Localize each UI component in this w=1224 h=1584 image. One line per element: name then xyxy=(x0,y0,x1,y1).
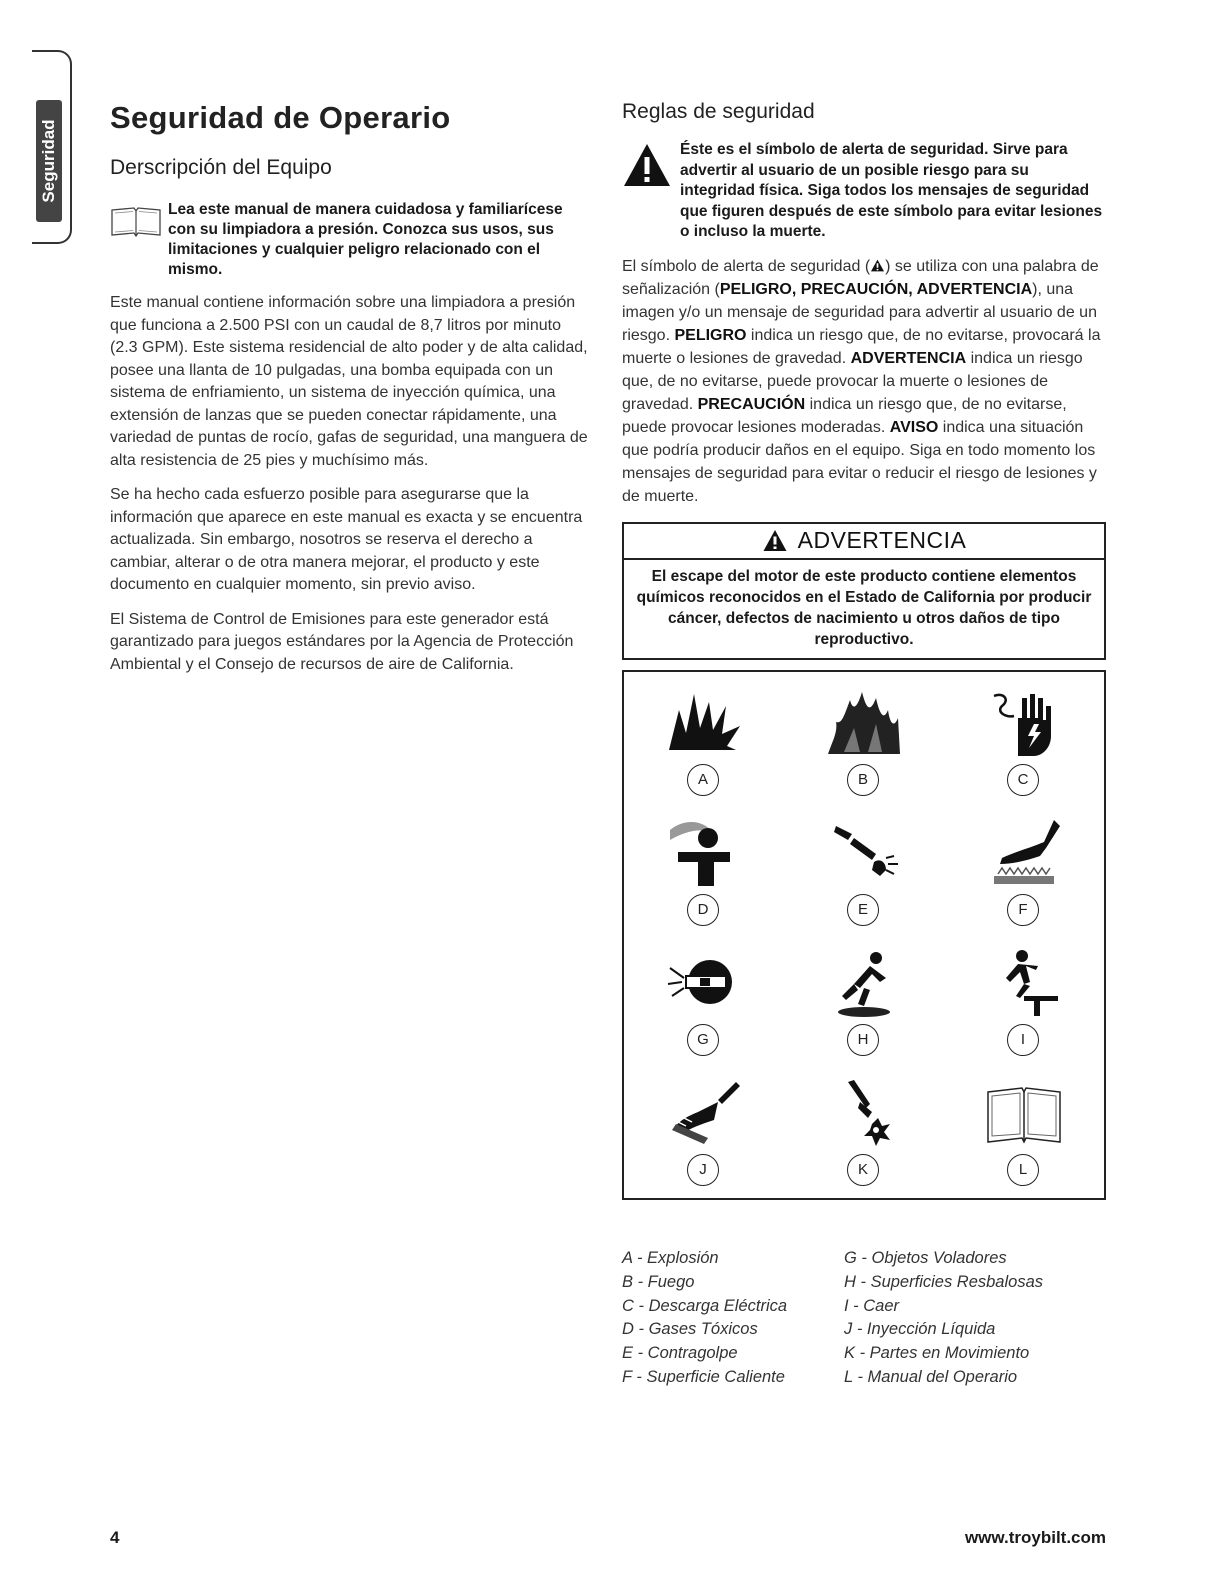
legend-column-left xyxy=(622,1247,787,1390)
warning-box xyxy=(622,522,1106,660)
safety-rules-heading: Reglas de seguridad xyxy=(622,100,815,123)
warning-triangle-icon xyxy=(622,142,672,188)
hazard-letter-h: H xyxy=(847,1024,879,1056)
section-tab-label: Seguridad xyxy=(39,119,58,203)
warning-body: El escape del motor de este producto contiene elementos químicos reconocidos en el Estado de California por producir cáncer, defectos de nacimiento u otros daños de tipo reproductivo. xyxy=(636,567,1092,648)
hot-surface-icon xyxy=(984,818,1064,888)
hazard-letter-b: B xyxy=(847,764,879,796)
legend-column-right xyxy=(844,1247,1043,1390)
legend-item: J - Inyección Líquida xyxy=(844,1320,996,1339)
hazard-l xyxy=(964,1078,1084,1188)
hazard-letter-f: F xyxy=(1007,894,1039,926)
safety-alert-text: Éste es el símbolo de alerta de seguridad. Sirve para advertir al usuario de un posible riesgo para su integridad física. Siga todos los mensajes de seguridad que figuren después de este símbolo para evitar lesiones o incluso la muerte. xyxy=(680,141,1103,240)
operator-manual-icon xyxy=(984,1078,1064,1148)
safety-alert-block xyxy=(622,140,1106,243)
hazard-letter-j: J xyxy=(687,1154,719,1186)
fluid-injection-icon xyxy=(664,1078,744,1148)
legend-item: G - Objetos Voladores xyxy=(844,1249,1007,1267)
hazard-a xyxy=(644,688,764,798)
hazard-k xyxy=(804,1078,924,1188)
paragraph-equipment: Este manual contiene información sobre una limpiadora a presión que funciona a 2.500 PSI con un caudal de 8,7 litros por minuto (2.3 GPM). Este sistema residencial de alto poder y de alta calidad, posee una llanta de 10 pulgadas, una bomba equipada con un sistema de enfriamiento, un sistema de inyección química, una extensión de lanzas que se pueden conectar rápidamente, una variedad de puntas de rocío, gafas de seguridad, una manguera de alta resistencia de 25 pies y muchísimo más. xyxy=(110,294,588,469)
word-aviso: AVISO xyxy=(889,418,939,436)
website-url: www.troybilt.com xyxy=(964,1528,1106,1547)
hazard-letter-g: G xyxy=(687,1024,719,1056)
hazard-j xyxy=(644,1078,764,1188)
electric-shock-icon xyxy=(984,688,1064,758)
warning-header-triangle-icon xyxy=(762,529,788,552)
legend-item: C - Descarga Eléctrica xyxy=(622,1296,788,1315)
hazard-d xyxy=(644,818,764,928)
legend-item: L - Manual del Operario xyxy=(844,1367,1018,1386)
hazard-letter-i: I xyxy=(1007,1024,1039,1056)
read-manual-callout xyxy=(110,200,590,280)
hazard-letter-l: L xyxy=(1007,1154,1039,1186)
inline-warning-icon xyxy=(870,259,885,272)
word-advertencia-2: ADVERTENCIA xyxy=(850,349,967,367)
legend-item: I - Caer xyxy=(844,1296,900,1315)
legend-item: D - Gases Tóxicos xyxy=(622,1320,758,1339)
word-peligro: PELIGRO xyxy=(719,280,792,298)
fire-icon xyxy=(824,688,904,758)
toxic-fumes-icon xyxy=(664,818,744,888)
hazard-c xyxy=(964,688,1084,798)
right-column xyxy=(622,100,1106,1200)
legend-item: A - Explosión xyxy=(622,1249,719,1267)
hazard-letter-c: C xyxy=(1007,764,1039,796)
moving-parts-icon xyxy=(824,1078,904,1148)
legend-item: K - Partes en Movimiento xyxy=(844,1344,1030,1363)
page-number: 4 xyxy=(110,1528,120,1547)
hazard-e xyxy=(804,818,924,928)
word-precaucion-2: PRECAUCIÓN xyxy=(697,395,806,413)
warning-header xyxy=(624,524,1104,560)
legend-item: E - Contragolpe xyxy=(622,1344,738,1363)
fall-icon xyxy=(984,948,1064,1018)
warning-title: ADVERTENCIA xyxy=(797,527,967,553)
flying-objects-icon xyxy=(664,948,744,1018)
slippery-surface-icon xyxy=(824,948,904,1018)
hazard-letter-a: A xyxy=(687,764,719,796)
hazard-letter-d: D xyxy=(687,894,719,926)
section-tab-fill xyxy=(36,100,62,222)
hazard-f xyxy=(964,818,1084,928)
legend-item: H - Superficies Resbalosas xyxy=(844,1272,1043,1291)
paragraph-emissions: El Sistema de Control de Emisiones para este generador está garantizado para juegos estándares por la Agencia de Protección Ambiental y el Consejo de recursos de aire de California. xyxy=(110,610,574,673)
page-title: Seguridad de Operario xyxy=(110,100,451,135)
open-book-icon xyxy=(110,204,162,238)
hazard-i xyxy=(964,948,1084,1058)
word-advertencia: ADVERTENCIA xyxy=(916,280,1033,298)
word-precaucion: PRECAUCIÓN xyxy=(800,280,909,298)
hazard-b xyxy=(804,688,924,798)
explosion-icon xyxy=(664,688,744,758)
hazard-pictogram-grid xyxy=(622,670,1106,1200)
hazard-letter-k: K xyxy=(847,1154,879,1186)
section-tab xyxy=(32,50,72,244)
kickback-icon xyxy=(824,818,904,888)
hazard-h xyxy=(804,948,924,1058)
equipment-description-heading: Derscripción del Equipo xyxy=(110,156,332,179)
read-manual-text: Lea este manual de manera cuidadosa y familiarícese con su limpiadora a presión. Conozca sus usos, sus limitaciones y cualquier peligro relacionado con el mismo. xyxy=(168,201,563,278)
left-column xyxy=(110,100,590,676)
legend-item: F - Superficie Caliente xyxy=(622,1367,785,1386)
legend-item: B - Fuego xyxy=(622,1272,695,1291)
paragraph-accuracy: Se ha hecho cada esfuerzo posible para asegurarse que la información que aparece en este manual es exacta y se encuentra actualizada. Sin embargo, nosotros se reserva el derecho a cambiar, alterar o de otra manera mejorar, el producto y este documento en cualquier momento, sin previo aviso. xyxy=(110,486,583,593)
word-peligro-2: PELIGRO xyxy=(674,326,747,344)
hazard-g xyxy=(644,948,764,1058)
hazard-letter-e: E xyxy=(847,894,879,926)
signal-words-paragraph: El símbolo de alerta de seguridad ( ) se utiliza con una palabra de señalización (PELIGRO, PRECAUCIÓN, ADVERTENCIA), una imagen y/o un mensaje de seguridad para advertir al usuario de un riesgo. PELIGRO indica un riesgo que, de no evitarse, provocará la muerte o lesiones de gravedad. ADVERTENCIA indica un riesgo que, de no evitarse, puede provocar la muerte o lesiones de gravedad. PRECAUCIÓN indica un riesgo que, de no evitarse, puede provocar lesiones moderadas. AVISO indica una situación que podría producir daños en el equipo. Siga en todo momento los mensajes de seguridad para evitar o reducir el riesgo de lesiones y de muerte. xyxy=(622,257,1101,505)
